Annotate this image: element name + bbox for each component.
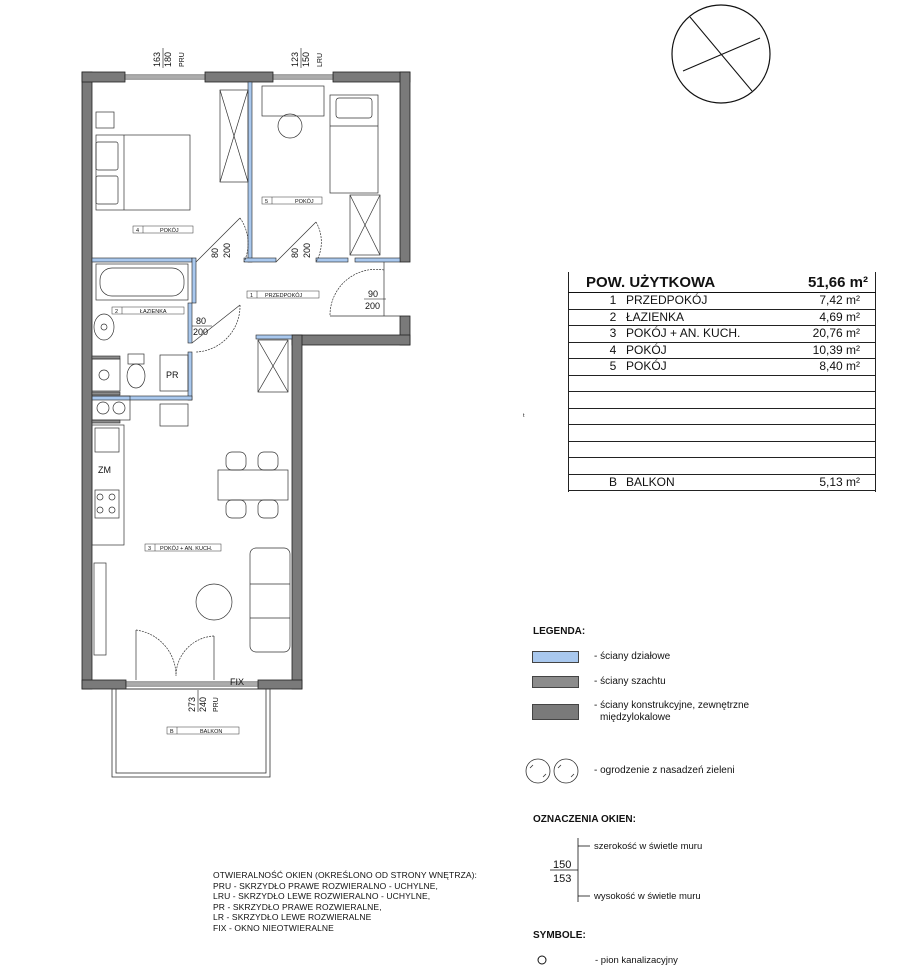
toilet <box>127 354 145 388</box>
washing-machine <box>160 355 188 426</box>
area-table-title: POW. UŻYTKOWA <box>586 274 716 291</box>
area-row-empty <box>568 392 876 409</box>
door-1-w: 80 <box>210 247 220 258</box>
double-bed <box>96 112 190 210</box>
room-b-num: B <box>170 729 174 735</box>
single-bed <box>330 95 378 193</box>
doors <box>136 218 400 680</box>
room-4-num: 4 <box>136 228 140 234</box>
area-table-header <box>568 272 876 293</box>
window-2-h: 150 <box>301 51 311 67</box>
area-row: 1 PRZEDPOKÓJ 7,42 m² <box>568 293 876 310</box>
opening-note: PRU - SKRZYDŁO PRAWE ROZWIERALNO - UCHYLNE, <box>213 880 439 891</box>
window-3-type: PRU <box>213 697 220 712</box>
window-marks-title: OZNACZENIA OKIEN: <box>533 814 636 825</box>
pion-icon <box>538 956 546 964</box>
legend-label-structural-2: międzylokalowe <box>600 712 671 723</box>
opening-note: OTWIERALNOŚĆ OKIEN (OKREŚLONO OD STRONY WNĘTRZA): <box>213 870 478 880</box>
door-1-h: 200 <box>222 242 232 258</box>
legend-label-shaft: - ściany szachtu <box>594 676 666 687</box>
compass <box>672 5 770 103</box>
partition-walls <box>92 82 400 400</box>
door-2-h: 200 <box>302 242 312 258</box>
room-4-name: POKÓJ <box>160 228 179 234</box>
legend-label-partition: - ściany działowe <box>594 651 671 662</box>
area-row: 3 POKÓJ + AN. KUCH. 20,76 m² <box>568 326 876 343</box>
area-row-empty <box>568 442 876 459</box>
window-mark-width: 150 <box>553 859 572 871</box>
legend-swatch-shaft <box>532 676 579 688</box>
desk <box>262 86 324 138</box>
window-mark-width-label: szerokość w świetle muru <box>594 841 703 852</box>
window-2-w: 123 <box>290 51 300 67</box>
window-mark-height: 153 <box>553 873 572 885</box>
opening-note: LR - SKRZYDŁO LEWE ROZWIERALNE <box>213 912 372 922</box>
opening-note: LRU - SKRZYDŁO LEWE ROZWIERALNO - UCHYLNE, <box>213 891 431 901</box>
opening-note: PR - SKRZYDŁO PRAWE ROZWIERALNE, <box>213 901 382 912</box>
area-table <box>568 272 876 491</box>
door-3-w: 80 <box>196 316 207 326</box>
area-row: 4 POKÓJ 10,39 m² <box>568 343 876 360</box>
window-2-type: LRU <box>317 52 324 67</box>
exterior-walls <box>82 72 410 689</box>
room-5-name: POKÓJ <box>295 199 314 205</box>
area-row: 5 POKÓJ 8,40 m² <box>568 359 876 376</box>
room-5-num: 5 <box>265 199 269 205</box>
fix-label: FIX <box>230 677 245 687</box>
legend-swatch-structural <box>532 704 579 720</box>
room-1-num: 1 <box>250 293 254 299</box>
legend-label-greenery: - ogrodzenie z nasadzeń zieleni <box>594 765 735 776</box>
door-3-h: 200 <box>193 327 209 337</box>
legend-title: LEGENDA: <box>533 626 586 637</box>
dining-table <box>218 452 288 518</box>
kitchen <box>92 425 124 655</box>
area-row: 2 ŁAZIENKA 4,69 m² <box>568 310 876 327</box>
area-row-balcony: B BALKON 5,13 m² <box>568 475 876 492</box>
stray-mark: ᵗ <box>523 412 525 421</box>
area-row-empty <box>568 458 876 475</box>
door-4-w: 90 <box>368 289 379 299</box>
opening-notes <box>213 870 477 933</box>
legend-swatch-partition <box>532 651 579 663</box>
door-4-h: 200 <box>365 301 381 311</box>
greenery-icon <box>526 759 578 783</box>
window-3-w: 273 <box>187 696 197 712</box>
room-1-name: PRZEDPOKÓJ <box>265 293 303 299</box>
symbols-title: SYMBOLE: <box>533 930 586 941</box>
shaft-fixtures <box>92 359 130 420</box>
bathtub <box>96 264 188 300</box>
room-3-name: POKÓJ + AN. KUCH. <box>160 546 213 552</box>
window-1-w: 163 <box>152 51 162 67</box>
room-labels <box>112 197 322 735</box>
area-table-total: 51,66 m² <box>807 274 868 291</box>
door-2-w: 80 <box>290 247 300 258</box>
window-mark-height-label: wysokość w świetle muru <box>594 891 701 902</box>
area-row-empty <box>568 409 876 426</box>
pion-label: - pion kanalizacyjny <box>595 955 678 966</box>
legend-label-structural: - ściany konstrukcyjne, zewnętrzne <box>594 700 750 711</box>
pr-label: PR <box>166 370 179 380</box>
room-3-num: 3 <box>148 546 152 552</box>
zm-label: ZM <box>98 465 111 475</box>
window-1-type: PRU <box>179 52 186 67</box>
room-2-num: 2 <box>115 309 119 315</box>
door-labels <box>192 243 386 337</box>
room-2-name: ŁAZIENKA <box>140 309 167 315</box>
room-b-name: BALKON <box>200 729 223 735</box>
area-row-empty <box>568 425 876 442</box>
window-3-h: 240 <box>198 696 208 712</box>
window-1-h: 180 <box>163 51 173 67</box>
opening-note: FIX - OKNO NIEOTWIERALNE <box>213 922 334 933</box>
area-row-empty <box>568 376 876 393</box>
washbasin <box>94 314 114 340</box>
